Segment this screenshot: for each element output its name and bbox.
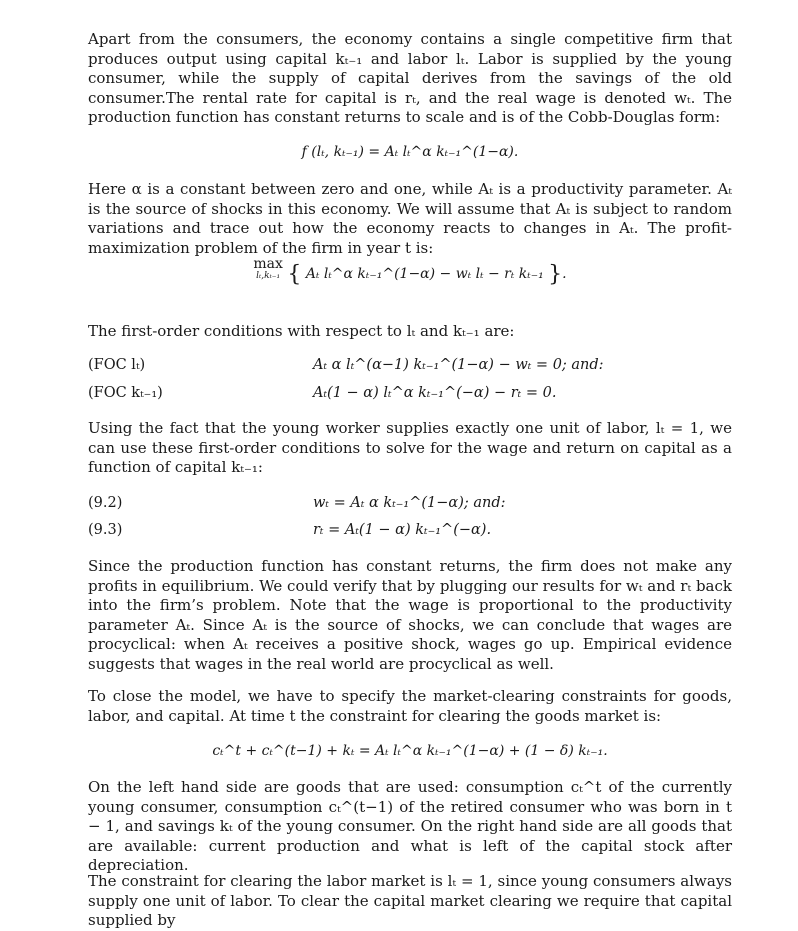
left-brace: { <box>287 262 302 287</box>
max-label: max <box>253 256 283 272</box>
foc-capital-expression: Aₜ(1 − α) lₜ^α kₜ₋₁^(−α) − rₜ = 0. <box>313 385 557 401</box>
equation-foc-labor <box>88 357 732 373</box>
max-subscript: lₜ,kₜ₋₁ <box>256 271 281 281</box>
equation-foc-capital <box>88 385 732 401</box>
equation-9-3 <box>88 522 732 538</box>
paragraph-labor-market: The constraint for clearing the labor market is lₜ = 1, since young consumers always supply one unit of labor. To clear the capital market clearing we require that capital supplied by <box>88 872 732 930</box>
equation-goods-market: cₜ^t + cₜ^(t−1) + kₜ = Aₜ lₜ^α kₜ₋₁^(1−α) + (1 − δ) kₜ₋₁. <box>212 743 608 759</box>
right-brace: } <box>548 262 563 287</box>
paragraph-goods-explanation: On the left hand side are goods that are used: consumption cₜ^t of the currently young consumer, consumption cₜ^(t−1) of the retired consumer who was born in t − 1, and savings kₜ of the young consumer. On the right hand side are all goods that are available: current production and what is left of the capital stock after depreciation. <box>88 778 732 875</box>
max-operator <box>253 256 283 281</box>
equation-9-3-expression: rₜ = Aₜ(1 − α) kₜ₋₁^(−α). <box>313 522 492 538</box>
foc-capital-label: (FOC kₜ₋₁) <box>88 385 163 401</box>
equation-9-2-expression: wₜ = Aₜ α kₜ₋₁^(1−α); and: <box>313 495 506 511</box>
paragraph-firm-intro: Apart from the consumers, the economy contains a single competitive firm that produces output using capital kₜ₋₁ and labor lₜ. Labor is supplied by the young consumer, while the supply of capital derives from the savings of the old consumer.The rental rate for capital is rₜ, and the real wage is denoted wₜ. The production function has constant returns to scale and is of the Cobb-Douglas form: <box>88 30 732 127</box>
paragraph-productivity: Here α is a constant between zero and one, while Aₜ is a productivity parameter. Aₜ is the source of shocks in this economy. We will assume that Aₜ is subject to random variations and trace out how the economy reacts to changes in Aₜ. The profit-maximization problem of the firm in year t is: <box>88 180 732 257</box>
foc-labor-label: (FOC lₜ) <box>88 357 146 373</box>
paragraph-market-clearing: To close the model, we have to specify the market-clearing constraints for goods, labor, and capital. At time t the constraint for clearing the goods market is: <box>88 687 732 725</box>
foc-labor-expression: Aₜ α lₜ^(α−1) kₜ₋₁^(1−α) − wₜ = 0; and: <box>313 357 604 373</box>
equation-9-2 <box>88 495 732 511</box>
equation-9-3-label: (9.3) <box>88 522 123 538</box>
paragraph-labor-supply: Using the fact that the young worker supplies exactly one unit of labor, lₜ = 1, we can use these first-order conditions to solve for the wage and return on capital as a function of capital kₜ₋₁: <box>88 419 732 477</box>
equation-9-2-label: (9.2) <box>88 495 123 511</box>
profit-expression: Aₜ lₜ^α kₜ₋₁^(1−α) − wₜ lₜ − rₜ kₜ₋₁ <box>305 266 544 282</box>
paragraph-procyclical-wages: Since the production function has constant returns, the firm does not make any profits in equilibrium. We could verify that by plugging our results for wₜ and rₜ back into the firm’s problem. Note that the wage is proportional to the productivity parameter Aₜ. Since Aₜ is the source of shocks, we can conclude that wages are procyclical: when Aₜ receives a positive shock, wages go up. Empirical evidence suggests that wages in the real world are procyclical as well. <box>88 557 732 673</box>
equation-profit-max: max lₜ,kₜ₋₁ { Aₜ lₜ^α kₜ₋₁^(1−α) − wₜ lₜ − rₜ kₜ₋₁ }. <box>253 256 567 287</box>
paragraph-foc-intro: The first-order conditions with respect to lₜ and kₜ₋₁ are: <box>88 322 515 340</box>
equation-production-function: f (lₜ, kₜ₋₁) = Aₜ lₜ^α kₜ₋₁^(1−α). <box>301 144 519 160</box>
